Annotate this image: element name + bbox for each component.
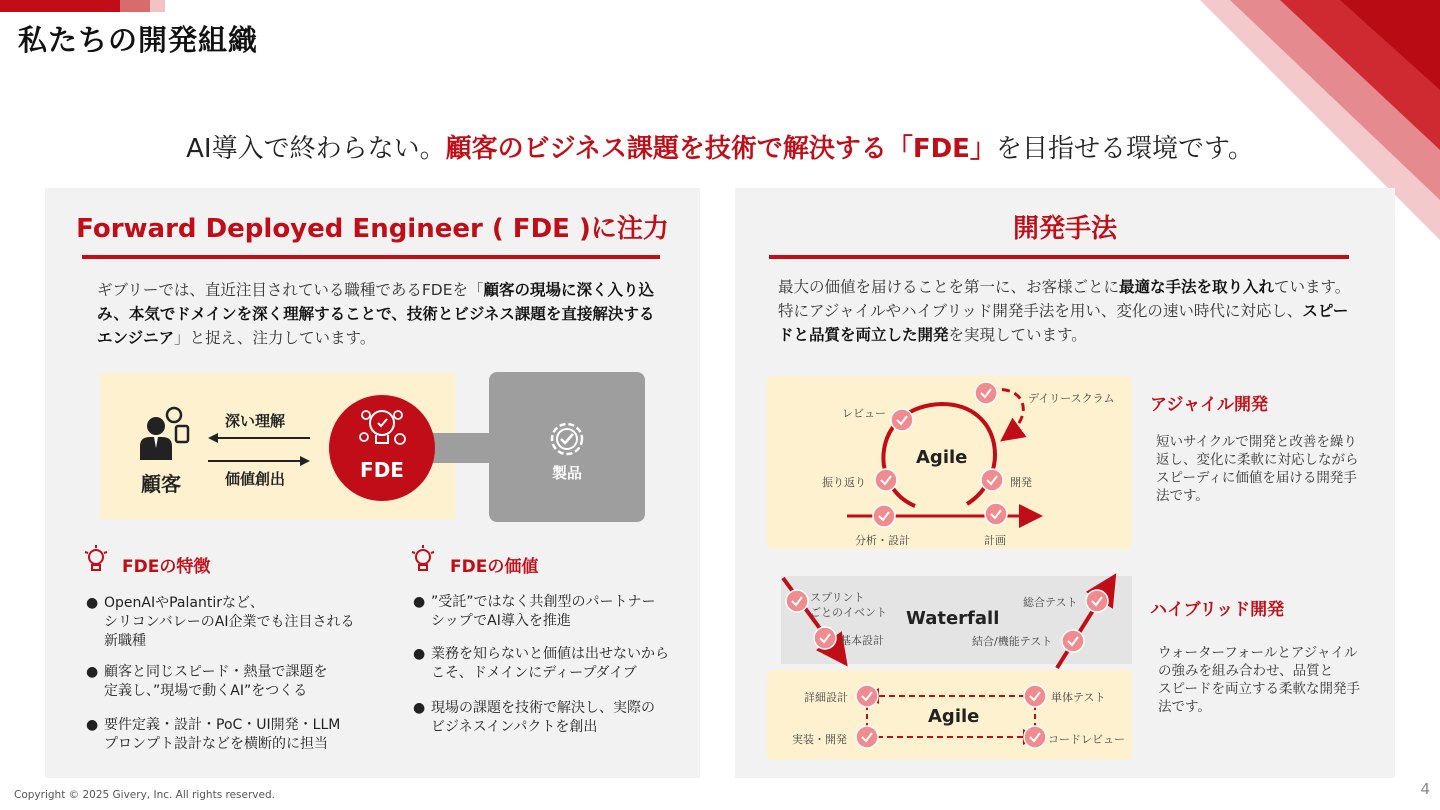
lightbulb-icon bbox=[411, 545, 435, 573]
dev-method-title: 開発手法 bbox=[1012, 214, 1117, 244]
features-heading: FDEの特徴 bbox=[122, 557, 211, 577]
arrow-bottom-label: 価値創出 bbox=[225, 470, 286, 488]
fde-product-connector bbox=[430, 433, 492, 463]
headline-highlight: 顧客のビジネス課題を技術で解決する「FDE」 bbox=[445, 134, 996, 164]
agile-retro: 振り返り bbox=[822, 476, 866, 489]
fde-intro-1: ギブリーでは、直近注目されている職種であるFDEを「 bbox=[97, 281, 484, 299]
values-heading: FDEの価値 bbox=[450, 557, 539, 577]
bidirectional-arrows bbox=[206, 430, 312, 470]
fde-intro-2: 」と捉え、注力しています。 bbox=[174, 329, 376, 347]
hybrid-desc: ウォーターフォールとアジャイル の強みを組み合わせ、品質と スピードを両立する柔軟な開発手 法です。 bbox=[1158, 645, 1360, 715]
agile-review: レビュー bbox=[842, 407, 886, 420]
agile-daily: デイリースクラム bbox=[1028, 392, 1115, 405]
feature-item-2: ● 顧客と同じスピード・熱量で課題を 定義し、”現場で動くAI”をつくる bbox=[86, 664, 328, 699]
hybrid-agile-label: Agile bbox=[928, 706, 980, 727]
agile-analysis: 分析・設計 bbox=[855, 534, 910, 547]
person-with-bubble-icon bbox=[136, 404, 192, 462]
impl-label: 実装・開発 bbox=[792, 733, 847, 746]
dev-method-intro: 最大の価値を届けることを第一に、お客様ごとに最適な手法を取り入れています。特にアジャイルやハイブリッド開発手法を用い、変化の速い時代に対応し、スピードと品質を両立した開発を実現しています。 bbox=[778, 278, 1351, 344]
dev-method-rule bbox=[769, 255, 1349, 259]
value-item-3: ● 現場の課題を技術で解決し、実際の ビジネスインパクトを創出 bbox=[413, 700, 655, 735]
basic-design-label: 基本設計 bbox=[840, 634, 884, 647]
hybrid-heading: ハイブリッド開発 bbox=[1150, 600, 1285, 620]
fde-brain-icon bbox=[356, 403, 408, 455]
value-item-2: ● 業務を知らないと価値は出せないから こそ、ドメインにディープダイブ bbox=[413, 646, 669, 681]
integ-test-label: 結合/機能テスト bbox=[972, 635, 1053, 648]
copyright: Copyright © 2025 Givery, Inc. All rights reserved. bbox=[14, 789, 275, 801]
page-title: 私たちの開発組織 bbox=[18, 23, 259, 57]
gear-check-icon bbox=[543, 415, 591, 463]
product-label: 製品 bbox=[551, 464, 582, 482]
lightbulb-icon bbox=[84, 545, 108, 573]
headline bbox=[0, 128, 1440, 165]
feature-item-3: ● 要件定義・設計・PoC・UI開発・LLM プロンプト設計などを横断的に担当 bbox=[86, 717, 341, 752]
agile-dev: 開発 bbox=[1010, 476, 1032, 489]
agile-plan: 計画 bbox=[984, 534, 1006, 547]
fde-intro-bold: 顧客の現場に深く入り込み、本気でドメインを深く理解することで、技術とビジネス課題を直接解決するエンジニア bbox=[97, 281, 655, 347]
fde-intro bbox=[97, 278, 657, 350]
customer-label: 顧客 bbox=[141, 472, 181, 496]
top-left-decoration bbox=[0, 0, 165, 12]
code-review-label: コードレビュー bbox=[1048, 733, 1125, 746]
agile-desc: 短いサイクルで開発と改善を繰り 返し、変化に柔軟に対応しながら スピーディに価値を届ける開発手 法です。 bbox=[1156, 434, 1359, 504]
sprint-label-2: ごとのイベント bbox=[810, 606, 887, 619]
fde-panel-title: Forward Deployed Engineer ( FDE )に注力 bbox=[76, 214, 669, 244]
headline-post: を目指せる環境です。 bbox=[995, 134, 1254, 164]
agile-heading: アジャイル開発 bbox=[1150, 395, 1268, 415]
arrow-top-label: 深い理解 bbox=[225, 412, 286, 430]
sprint-label-1: スプリント bbox=[810, 591, 865, 604]
detail-design-label: 詳細設計 bbox=[804, 691, 848, 704]
agile-center-label: Agile bbox=[916, 447, 968, 468]
unit-test-label: 単体テスト bbox=[1051, 691, 1106, 704]
fde-circle-label: FDE bbox=[360, 458, 404, 482]
total-test-label: 総合テスト bbox=[1023, 596, 1078, 609]
fde-panel-rule bbox=[82, 255, 660, 259]
headline-pre: AI導入で終わらない。 bbox=[186, 134, 446, 164]
page-number: 4 bbox=[1420, 780, 1430, 798]
value-item-1: ● ”受託”ではなく共創型のパートナー シップでAI導入を推進 bbox=[413, 594, 656, 629]
waterfall-label: Waterfall bbox=[906, 608, 1000, 629]
feature-item-1: ● OpenAIやPalantirなど、 シリコンバレーのAI企業でも注目される 新職種 bbox=[86, 595, 355, 649]
